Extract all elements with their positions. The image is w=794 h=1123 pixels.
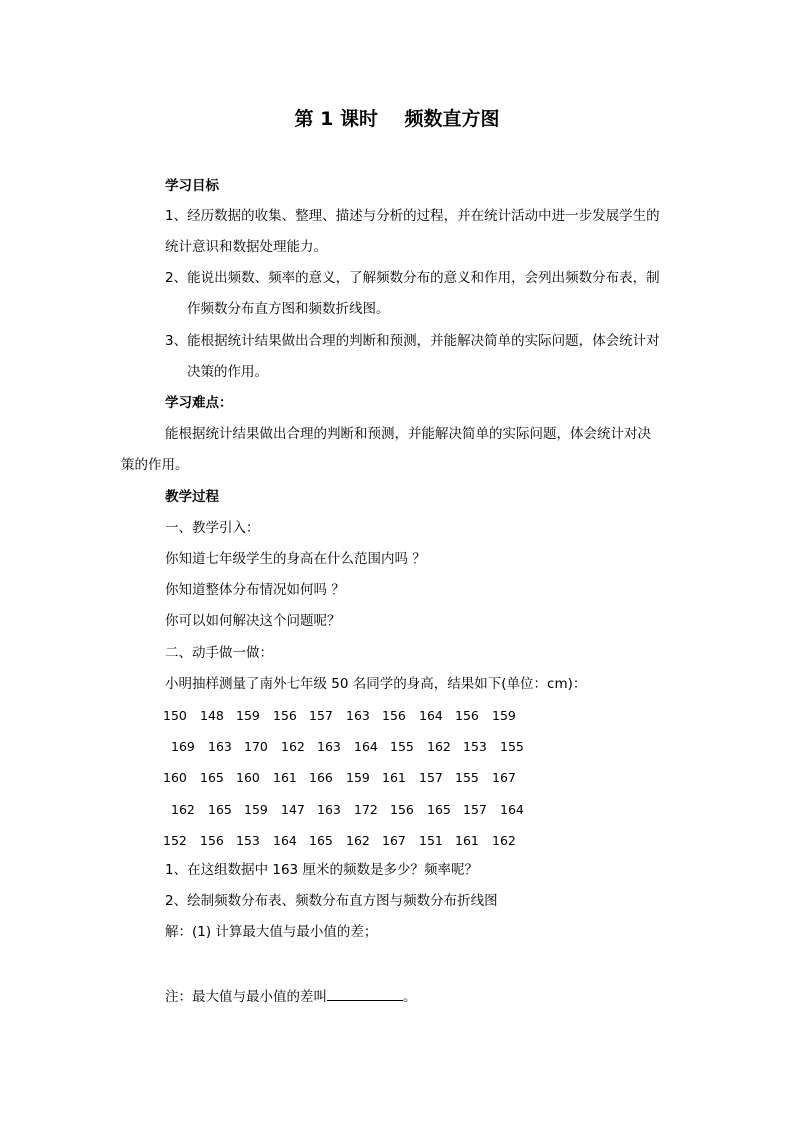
height-value: 151 bbox=[419, 833, 443, 848]
height-row bbox=[163, 831, 543, 851]
height-value: 161 bbox=[382, 770, 406, 785]
objective-3-line-2: 决策的作用。 bbox=[187, 364, 268, 380]
height-value: 156 bbox=[390, 802, 414, 817]
intro-heading: 一、教学引入： bbox=[165, 520, 260, 536]
height-value: 164 bbox=[354, 739, 378, 754]
height-value: 170 bbox=[244, 739, 268, 754]
height-value: 153 bbox=[463, 739, 487, 754]
height-value: 159 bbox=[236, 708, 260, 723]
objective-2-line-1: 2、能说出频数、频率的意义，了解频数分布的意义和作用，会列出频数分布表，制 bbox=[165, 270, 660, 286]
height-value: 160 bbox=[236, 770, 260, 785]
objectives-heading: 学习目标 bbox=[165, 178, 219, 194]
height-value: 164 bbox=[419, 708, 443, 723]
height-value: 162 bbox=[427, 739, 451, 754]
height-value: 160 bbox=[163, 770, 187, 785]
height-value: 156 bbox=[382, 708, 406, 723]
height-value: 150 bbox=[163, 708, 187, 723]
height-value: 163 bbox=[208, 739, 232, 754]
height-value: 163 bbox=[346, 708, 370, 723]
height-value: 156 bbox=[273, 708, 297, 723]
solution-step-1: 解：(1) 计算最大值与最小值的差； bbox=[165, 924, 378, 940]
note-suffix: 。 bbox=[403, 989, 417, 1005]
task-1: 1、在这组数据中 163 厘米的频数是多少？频率呢？ bbox=[165, 862, 478, 878]
height-value: 167 bbox=[492, 770, 516, 785]
objective-1-line-2: 统计意识和数据处理能力。 bbox=[165, 239, 327, 255]
height-value: 157 bbox=[419, 770, 443, 785]
height-row bbox=[171, 737, 551, 757]
objective-2-line-2: 作频数分布直方图和频数折线图。 bbox=[187, 301, 390, 317]
difficulty-line-1: 能根据统计结果做出合理的判断和预测，并能解决简单的实际问题，体会统计对决 bbox=[165, 426, 651, 442]
height-value: 165 bbox=[200, 770, 224, 785]
height-value: 155 bbox=[390, 739, 414, 754]
height-value: 162 bbox=[281, 739, 305, 754]
height-value: 165 bbox=[208, 802, 232, 817]
difficulty-line-2: 策的作用。 bbox=[121, 457, 189, 473]
height-value: 148 bbox=[200, 708, 224, 723]
question-2: 你知道整体分布情况如何吗 ？ bbox=[165, 582, 345, 598]
height-value: 155 bbox=[500, 739, 524, 754]
height-value: 157 bbox=[309, 708, 333, 723]
height-row bbox=[171, 800, 551, 820]
height-value: 152 bbox=[163, 833, 187, 848]
objective-1-line-1: 1、经历数据的收集、整理、描述与分析的过程，并在统计活动中进一步发展学生的 bbox=[165, 208, 660, 224]
height-value: 147 bbox=[281, 802, 305, 817]
height-value: 169 bbox=[171, 739, 195, 754]
data-intro: 小明抽样测量了南外七年级 50 名同学的身高，结果如下(单位：cm)： bbox=[165, 676, 587, 692]
height-value: 159 bbox=[492, 708, 516, 723]
height-row bbox=[163, 706, 543, 726]
height-value: 155 bbox=[455, 770, 479, 785]
height-value: 153 bbox=[236, 833, 260, 848]
question-3: 你可以如何解决这个问题呢？ bbox=[165, 613, 341, 629]
height-value: 165 bbox=[309, 833, 333, 848]
height-value: 165 bbox=[427, 802, 451, 817]
height-value: 172 bbox=[354, 802, 378, 817]
height-value: 161 bbox=[455, 833, 479, 848]
height-value: 162 bbox=[492, 833, 516, 848]
page-title: 第 1 课时 频数直方图 bbox=[294, 108, 500, 130]
task-2: 2、绘制频数分布表、频数分布直方图与频数分布折线图 bbox=[165, 893, 498, 909]
handson-heading: 二、动手做一做： bbox=[165, 645, 273, 661]
height-value: 162 bbox=[346, 833, 370, 848]
height-value: 166 bbox=[309, 770, 333, 785]
height-value: 156 bbox=[455, 708, 479, 723]
process-heading: 教学过程 bbox=[165, 489, 219, 505]
height-value: 161 bbox=[273, 770, 297, 785]
height-value: 164 bbox=[273, 833, 297, 848]
height-value: 159 bbox=[346, 770, 370, 785]
height-value: 156 bbox=[200, 833, 224, 848]
height-value: 163 bbox=[317, 802, 341, 817]
answer-blank bbox=[327, 986, 403, 1001]
objective-3-line-1: 3、能根据统计结果做出合理的判断和预测，并能解决简单的实际问题，体会统计对 bbox=[165, 333, 660, 349]
height-value: 164 bbox=[500, 802, 524, 817]
height-value: 162 bbox=[171, 802, 195, 817]
height-value: 167 bbox=[382, 833, 406, 848]
note-line bbox=[165, 986, 417, 1007]
difficulty-heading: 学习难点： bbox=[165, 395, 233, 411]
height-value: 163 bbox=[317, 739, 341, 754]
height-value: 157 bbox=[463, 802, 487, 817]
question-1: 你知道七年级学生的身高在什么范围内吗 ？ bbox=[165, 551, 426, 567]
height-value: 159 bbox=[244, 802, 268, 817]
note-prefix: 注：最大值与最小值的差叫 bbox=[165, 989, 327, 1005]
height-row bbox=[163, 768, 543, 788]
